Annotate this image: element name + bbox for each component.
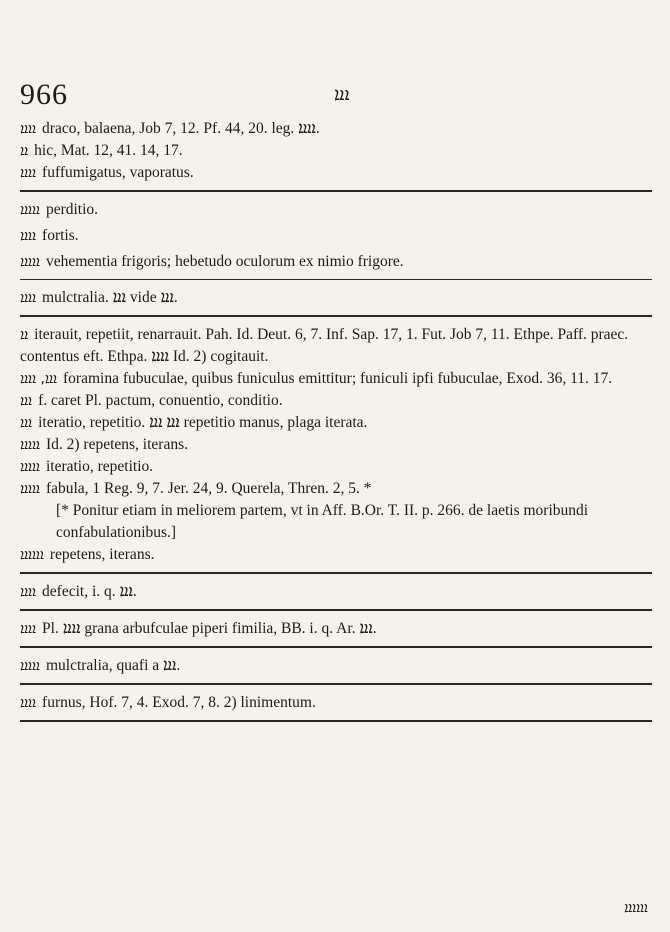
entry-fabula (20, 478, 652, 500)
headword: ܐܐܐܐܐ (20, 437, 40, 453)
headword: ܐܐܐ (20, 415, 33, 431)
catchword: ܐܐܐܐܐܐ (624, 900, 648, 916)
section-divider (20, 720, 652, 722)
headword: ܐܐܐܐܐ (20, 202, 40, 218)
headword: ܐܐܐ, ܐܐܐܐ (20, 371, 57, 387)
entry-suffumigatus (20, 162, 652, 184)
entries-list (20, 118, 652, 729)
definition: Id. 2) repetens, iterans. (45, 436, 188, 453)
definition: mulctralia, quafi a ܐܐܐ. (45, 657, 181, 674)
page-header (20, 78, 650, 114)
section-divider (20, 279, 652, 280)
definition: fortis. (42, 227, 79, 244)
entry-repetens (20, 434, 652, 456)
headword: ܐܐܐܐ (20, 584, 37, 600)
headword: ܐܐܐܐ (20, 695, 37, 711)
headword: ܐܐܐܐ (20, 228, 37, 244)
definition: perditio. (45, 201, 99, 218)
headword: ܐܐܐܐܐ (20, 459, 40, 475)
definition: hic, Mat. 12, 41. 14, 17. (34, 142, 183, 159)
headword: ܐܐܐܐ (20, 165, 37, 181)
entry-grana (20, 618, 652, 640)
definition: f. caret Pl. pactum, conuentio, conditio. (38, 392, 283, 409)
headword: ܐܐܐܐܐ (20, 254, 40, 270)
entry-draco (20, 118, 652, 140)
section-divider (20, 315, 652, 317)
entry-fortis (20, 225, 652, 247)
headword: ܐܐܐܐ (20, 290, 37, 306)
definition: mulctralia. ܐܐܐ vide ܐܐܐ. (42, 289, 178, 306)
entry-foramina (20, 368, 652, 390)
entry-defecit (20, 581, 652, 603)
entry-repetens-2 (20, 544, 652, 566)
headword: ܐܐܐ (20, 393, 33, 409)
definition: iteratio, repetitio. ܐܐܐ ܐܐܐ repetitio manus, plaga iterata. (38, 414, 368, 431)
definition: repetens, iterans. (49, 546, 155, 563)
section-divider (20, 572, 652, 574)
headword: ܐܐܐܐܐ (20, 658, 40, 674)
definition: draco, balaena, Job 7, 12. Pf. 44, 20. leg. ܐܐܐܐ. (42, 120, 320, 137)
footnote: [* Ponitur etiam in meliorem partem, vt in Aff. B.Or. T. II. p. 266. de laetis moribundi confabulationibus.] (56, 502, 589, 541)
header-syriac-letter: ܐܐܐ (334, 84, 350, 104)
entry-vehementia (20, 251, 652, 273)
section-divider (20, 683, 652, 685)
definition: iteratio, repetitio. (45, 458, 154, 475)
definition: furnus, Hof. 7, 4. Exod. 7, 8. 2) linimentum. (42, 694, 316, 711)
page-number: 966 (20, 78, 68, 111)
section-divider (20, 646, 652, 648)
entry-iteratio (20, 412, 652, 434)
entry-perditio (20, 199, 652, 221)
headword: ܐܐ (20, 143, 29, 159)
entry-mulctralia-2 (20, 655, 652, 677)
headword: ܐܐܐܐܐܐ (20, 547, 44, 563)
definition: vehementia frigoris; hebetudo oculorum ex nimio frigore. (45, 253, 404, 270)
headword: ܐܐܐܐ (20, 621, 37, 637)
entry-furnus (20, 692, 652, 714)
definition: iterauit, repetiit, renarrauit. Pah. Id. Deut. 6, 7. Inf. Sap. 17, 1. Fut. Job 7, 11. Ethpe. Paff. praec. contentus eft. Ethpa. ܐܐܐܐ Id. 2) cogitauit. (20, 326, 629, 365)
entry-pactum (20, 390, 652, 412)
headword: ܐܐܐܐܐ (20, 481, 40, 497)
headword: ܐܐ (20, 327, 29, 343)
entry-mulctralia (20, 287, 652, 309)
definition: Pl. ܐܐܐܐ grana arbufculae piperi fimilia, BB. i. q. Ar. ܐܐܐ. (42, 620, 377, 637)
definition: defecit, i. q. ܐܐܐ. (42, 583, 137, 600)
entry-iteratio-2 (20, 456, 652, 478)
entry-iterauit (20, 324, 652, 368)
definition: foramina fubuculae, quibus funiculus emittitur; funiculi ipfi fubuculae, Exod. 36, 11. 17. (63, 370, 613, 387)
headword: ܐܐܐܐ (20, 121, 37, 137)
definition: fabula, 1 Reg. 9, 7. Jer. 24, 9. Querela, Thren. 2, 5. * (45, 480, 372, 497)
section-divider (20, 190, 652, 192)
section-divider (20, 609, 652, 611)
entry-hic (20, 140, 652, 162)
definition: fuffumigatus, vaporatus. (42, 164, 194, 181)
